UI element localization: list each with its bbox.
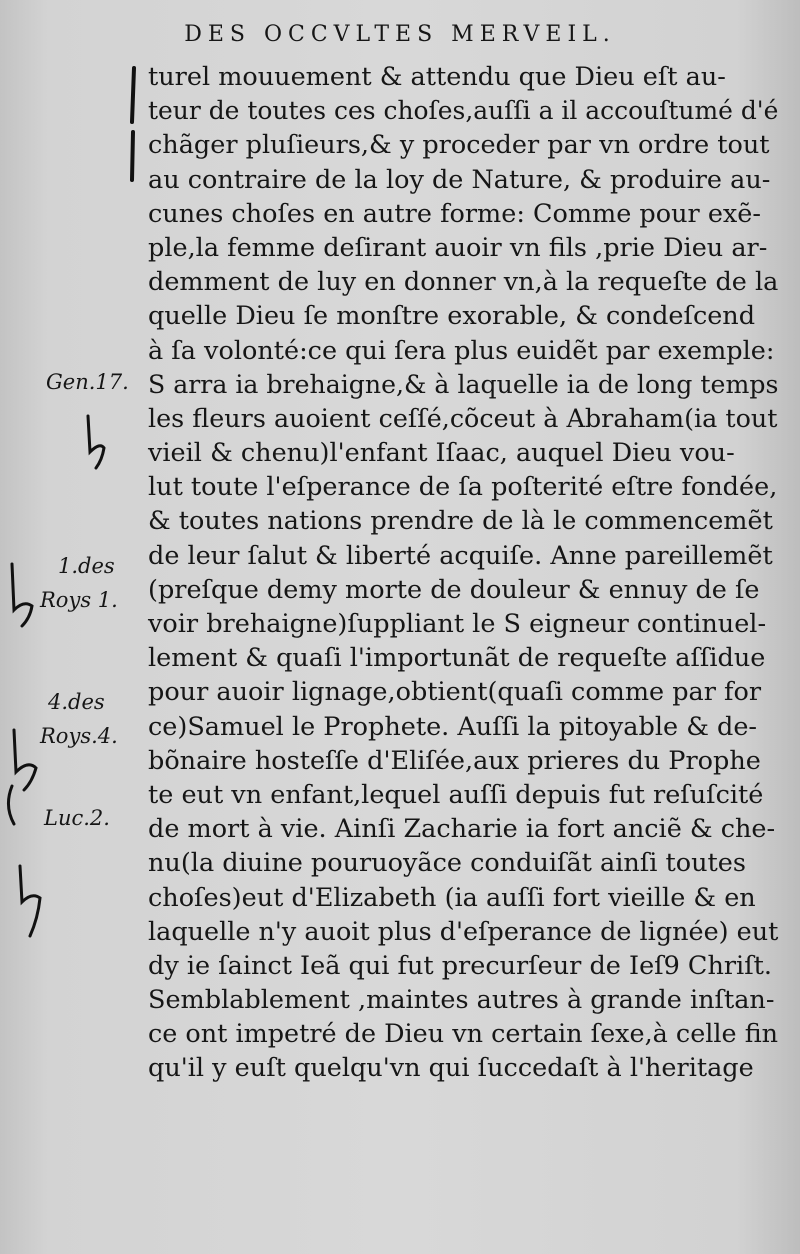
handwritten-bracket-mark	[120, 62, 144, 192]
margin-note-roys-4: Roys.4.	[40, 724, 118, 748]
text-line: dy ie ſainct Ieã qui fut precurſeur de Ieſ9 Chriſt.	[148, 950, 773, 981]
text-line: qu'il y euſt quelqu'vn qui ſuccedaſt à l'heritage	[148, 1053, 754, 1084]
text-line: à ſa volonté:ce qui ſera plus euidẽt par exemple:	[148, 335, 775, 366]
text-line: pour auoir lignage,obtient(quaſi comme par for	[148, 677, 762, 708]
handwritten-hook-mark-1	[80, 412, 110, 472]
margin-note-genesis: Gen.17.	[46, 370, 129, 394]
text-line: ce ont impetré de Dieu vn certain ſexe,à celle fin	[148, 1019, 779, 1050]
handwritten-hook-mark-4	[10, 862, 46, 942]
running-title: DES OCCVLTES MERVEIL.	[184, 22, 616, 47]
text-line: laquelle n'y auoit plus d'eſperance de lignée) eut	[148, 916, 779, 947]
body-text	[148, 60, 778, 1086]
handwritten-hook-mark-3	[2, 710, 42, 830]
text-line: cunes choſes en autre forme: Comme pour exẽ-	[148, 198, 762, 229]
text-line: Semblablement ,maintes autres à grande inſtan-	[148, 985, 775, 1016]
text-line: & toutes nations prendre de là le commencemẽt	[148, 506, 773, 537]
text-line: de leur ſalut & liberté acquiſe. Anne pareillemẽt	[148, 540, 773, 571]
handwritten-hook-mark-2	[2, 560, 38, 630]
text-line: voir brehaigne)ſuppliant le S eigneur continuel-	[148, 609, 767, 639]
text-line: lement & quaſi l'importunãt de requeſte aſſidue	[148, 643, 766, 674]
text-line: nu(la diuine pouruoyãce conduiſãt ainſi toutes	[148, 848, 746, 879]
text-line: quelle Dieu ſe monſtre exorable, & condeſcend	[148, 301, 756, 332]
text-line: demment de luy en donner vn,à la requeſte de la	[148, 267, 779, 298]
text-line: lut toute l'eſperance de ſa poſterité eſtre fondée,	[148, 472, 778, 503]
text-line: (preſque demy morte de douleur & ennuy de ſe	[148, 574, 760, 605]
text-line: turel mouuement & attendu que Dieu eſt au-	[148, 62, 726, 92]
text-line: bõnaire hosteſſe d'Eliſée,aux prieres du Prophe	[148, 745, 761, 776]
text-line: ce)Samuel le Prophete. Auſſi la pitoyable & de-	[148, 711, 758, 742]
text-line: choſes)eut d'Elizabeth (ia auſſi fort vieille & en	[148, 882, 756, 913]
text-line: au contraire de la loy de Nature, & produire au-	[148, 164, 771, 195]
text-line: teur de toutes ces choſes,auſſi a il accouſtumé d'é	[148, 96, 779, 127]
text-line: les fleurs auoient ceſſé,cõceut à Abraham(ia tout	[148, 403, 778, 434]
margin-note-1-des: 1.des	[58, 554, 115, 578]
text-line: chãger pluſieurs,& y proceder par vn ordre tout	[148, 130, 770, 161]
margin-note-roys-1: Roys 1.	[40, 588, 118, 612]
text-line: vieil & chenu)l'enfant Iſaac, auquel Dieu vou-	[148, 438, 735, 469]
text-line: de mort à vie. Ainſi Zacharie ia fort anciẽ & che-	[148, 814, 776, 845]
text-line: ple,la femme deſirant auoir vn fils ,prie Dieu ar-	[148, 232, 768, 263]
margin-note-4-des: 4.des	[48, 690, 105, 714]
text-line: te eut vn enfant,lequel auſſi depuis fut reſuſcité	[148, 779, 764, 810]
margin-note-luc-2: Luc.2.	[44, 806, 110, 830]
text-line: S arra ia brehaigne,& à laquelle ia de long temps	[148, 369, 779, 400]
